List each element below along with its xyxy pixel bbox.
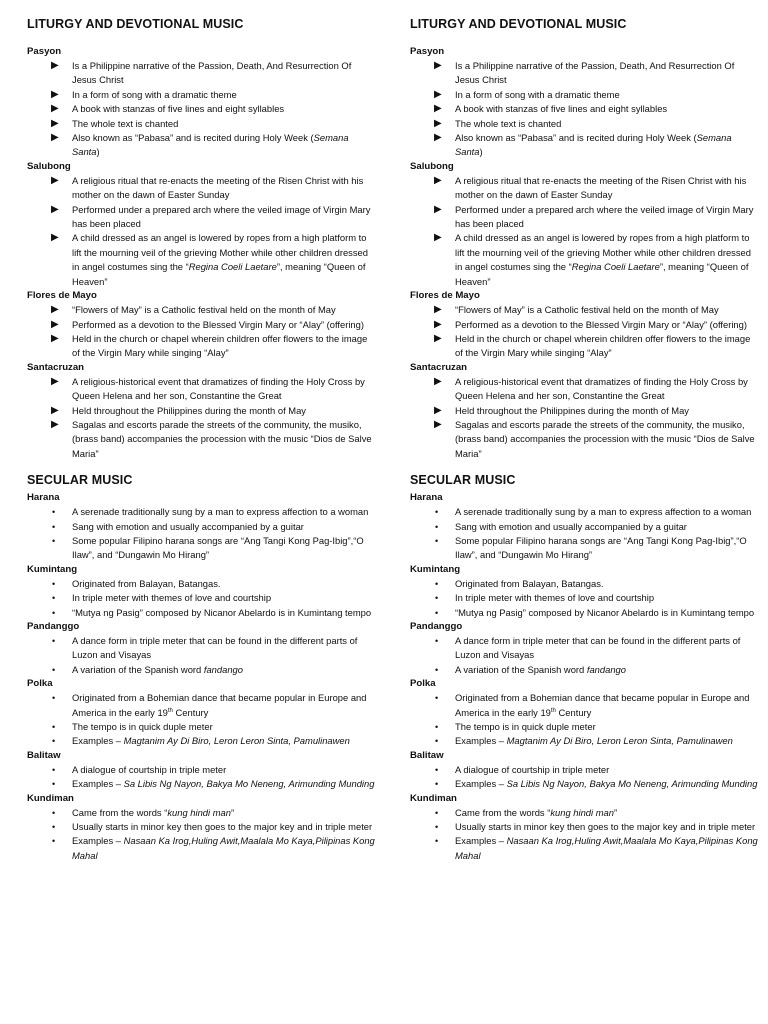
list-item [410, 634, 760, 663]
liturgy-heading: LITURGY AND DEVOTIONAL MUSIC [410, 17, 627, 31]
dot-bullet-icon: • [52, 693, 56, 704]
list-item [410, 174, 760, 203]
list-item [410, 534, 760, 563]
arrow-right-icon: ▶ [51, 103, 59, 115]
item-text: “Mutya ng Pasig” composed by Nicanor Abelardo is in Kumintang tempo [455, 606, 755, 618]
subheading-kundiman: Kundiman [27, 792, 74, 804]
flores-de-mayo-list [410, 303, 760, 361]
list-item [27, 318, 377, 332]
salubong-list [410, 174, 760, 289]
list-item [27, 332, 377, 361]
list-item [27, 720, 377, 734]
subheading-salubong: Salubong [410, 160, 454, 172]
item-text-pre: Originated from a Bohemian dance that became popular in Europe and America in the early 19 [455, 692, 750, 718]
item-text-post: ” [613, 806, 618, 818]
arrow-right-icon: ▶ [434, 174, 442, 186]
item-text-post: ) [96, 146, 100, 158]
dot-bullet-icon: • [435, 807, 439, 818]
list-item [410, 231, 760, 289]
balitaw-list [27, 763, 377, 792]
list-item [410, 577, 760, 591]
item-text-pre: Originated from a Bohemian dance that became popular in Europe and America in the early 19 [72, 692, 367, 718]
dot-bullet-icon: • [52, 807, 56, 818]
item-text: In a form of song with a dramatic theme [455, 88, 620, 100]
item-text: Sang with emotion and usually accompanied by a guitar [455, 520, 687, 532]
list-item [410, 303, 760, 317]
item-text: In a form of song with a dramatic theme [72, 88, 237, 100]
pasyon-list [27, 59, 377, 160]
arrow-right-icon: ▶ [51, 304, 59, 316]
list-item [410, 332, 760, 361]
dot-bullet-icon: • [52, 636, 56, 646]
list-item [27, 663, 377, 677]
item-text: Some popular Filipino harana songs are “Ang Tangi Kong Pag-Ibig”,“O Ilaw”, and “Dungawin Mo Hirang” [72, 534, 364, 561]
pandanggo-list [27, 634, 377, 677]
subheading-kumintang: Kumintang [27, 563, 78, 575]
subheading-kumintang: Kumintang [410, 563, 461, 575]
list-item [27, 375, 377, 404]
item-text: Is a Philippine narrative of the Passion, Death, And Resurrection Of Jesus Christ [455, 60, 735, 86]
item-text-post: ” [230, 806, 235, 818]
list-item [27, 734, 377, 748]
list-item [27, 418, 377, 461]
liturgy-heading: LITURGY AND DEVOTIONAL MUSIC [27, 17, 244, 31]
item-text: A book with stanzas of five lines and eight syllables [72, 103, 285, 115]
dot-bullet-icon: • [435, 764, 439, 775]
arrow-right-icon: ▶ [434, 404, 442, 416]
list-item [410, 691, 760, 720]
dot-bullet-icon: • [52, 779, 56, 790]
list-item [27, 59, 377, 88]
item-text-em: Nasaan Ka Irog,Huling Awit,Maalala Mo Kaya,Pilipinas Kong Mahal [72, 835, 375, 861]
subheading-santacruzan: Santacruzan [410, 361, 468, 373]
arrow-right-icon: ▶ [51, 60, 59, 71]
list-item [410, 834, 760, 863]
item-text-em: Nasaan Ka Irog,Huling Awit,Maalala Mo Kaya,Pilipinas Kong Mahal [455, 835, 758, 861]
item-text: In triple meter with themes of love and courtship [455, 592, 655, 604]
arrow-right-icon: ▶ [51, 404, 59, 416]
santacruzan-list [410, 375, 760, 461]
item-text: Held throughout the Philippines during the month of May [455, 404, 689, 416]
item-text-em: kung hindi man [167, 806, 231, 818]
item-text-em: fandango [203, 663, 243, 675]
dot-bullet-icon: • [52, 764, 56, 775]
list-item [410, 418, 760, 461]
dot-bullet-icon: • [52, 607, 56, 618]
item-text-em: Semana Santa [455, 132, 732, 158]
item-text-pre: Examples – [72, 835, 124, 847]
balitaw-list [410, 763, 760, 792]
item-text: Usually starts in minor key then goes to the major key and in triple meter [72, 821, 373, 833]
item-text: “Flowers of May” is a Catholic festival held on the month of May [72, 304, 336, 316]
subheading-flores-de-mayo: Flores de Mayo [410, 290, 480, 302]
arrow-right-icon: ▶ [434, 203, 442, 215]
subheading-pandanggo: Pandanggo [27, 621, 80, 632]
item-text: Held throughout the Philippines during the month of May [72, 404, 306, 416]
subheading-pasyon: Pasyon [410, 46, 445, 57]
santacruzan-list [27, 375, 377, 461]
arrow-right-icon: ▶ [51, 418, 59, 430]
list-item [410, 404, 760, 418]
item-text-pre: Examples – [72, 735, 124, 747]
dot-bullet-icon: • [52, 822, 56, 833]
dot-bullet-icon: • [52, 578, 56, 589]
dot-bullet-icon: • [52, 836, 56, 847]
dot-bullet-icon: • [435, 664, 439, 675]
dot-bullet-icon: • [435, 736, 439, 747]
pandanggo-list [410, 634, 760, 677]
list-item [410, 505, 760, 519]
arrow-right-icon: ▶ [434, 375, 442, 387]
dot-bullet-icon: • [52, 593, 56, 604]
item-text-sup: th [550, 707, 556, 714]
item-text-sup: th [167, 707, 173, 714]
kundiman-list [27, 806, 377, 864]
arrow-right-icon: ▶ [434, 117, 442, 129]
item-text: In triple meter with themes of love and courtship [72, 592, 272, 604]
dot-bullet-icon: • [435, 722, 439, 733]
item-text: Originated from Balayan, Batangas. [455, 577, 604, 589]
kumintang-list [410, 577, 760, 620]
dot-bullet-icon: • [435, 822, 439, 833]
subheading-balitaw: Balitaw [27, 749, 61, 761]
list-item [27, 231, 377, 289]
list-item [27, 88, 377, 102]
dot-bullet-icon: • [435, 521, 439, 532]
arrow-right-icon: ▶ [434, 132, 442, 144]
dot-bullet-icon: • [52, 507, 56, 518]
subheading-flores-de-mayo: Flores de Mayo [27, 290, 97, 302]
item-text: “Flowers of May” is a Catholic festival held on the month of May [455, 304, 719, 316]
list-item [410, 318, 760, 332]
list-item [410, 375, 760, 404]
item-text: A dance form in triple meter that can be found in the different parts of Luzon and Visayas [72, 635, 358, 661]
subheading-harana: Harana [410, 492, 443, 504]
kundiman-list [410, 806, 760, 864]
item-text-em: Magtanim Ay Di Biro, Leron Leron Sinta, Pamulinawen [123, 735, 350, 747]
list-item [410, 203, 760, 232]
polka-list [27, 691, 377, 749]
item-text: Is a Philippine narrative of the Passion, Death, And Resurrection Of Jesus Christ [72, 60, 352, 86]
item-text-post: ) [479, 146, 483, 158]
polka-list [410, 691, 760, 749]
arrow-right-icon: ▶ [51, 132, 59, 144]
dot-bullet-icon: • [52, 664, 56, 675]
dot-bullet-icon: • [52, 722, 56, 733]
list-item [27, 806, 377, 820]
harana-list [410, 505, 760, 563]
subheading-balitaw: Balitaw [410, 749, 444, 761]
item-text: The whole text is chanted [455, 117, 562, 129]
arrow-right-icon: ▶ [434, 103, 442, 115]
item-text: Sang with emotion and usually accompanied by a guitar [72, 520, 304, 532]
right-column [410, 17, 760, 863]
list-item [27, 520, 377, 534]
arrow-right-icon: ▶ [434, 88, 442, 100]
kumintang-list [27, 577, 377, 620]
list-item [410, 88, 760, 102]
list-item [27, 834, 377, 863]
dot-bullet-icon: • [52, 736, 56, 747]
arrow-right-icon: ▶ [434, 304, 442, 316]
item-text-pre: Also known as “Pabasa” and is recited during Holy Week ( [72, 132, 314, 144]
item-text: A religious-historical event that dramatizes of finding the Holy Cross by Queen Helena and her son, Constantine the Great [72, 375, 365, 402]
item-text: A dance form in triple meter that can be found in the different parts of Luzon and Visayas [455, 635, 741, 661]
item-text-pre: A variation of the Spanish word [72, 663, 204, 675]
dot-bullet-icon: • [435, 593, 439, 604]
list-item [27, 691, 377, 720]
arrow-right-icon: ▶ [51, 174, 59, 186]
list-item [27, 203, 377, 232]
dot-bullet-icon: • [435, 836, 439, 847]
subheading-kundiman: Kundiman [410, 792, 457, 804]
subheading-salubong: Salubong [27, 160, 71, 172]
subheading-pasyon: Pasyon [27, 46, 62, 57]
dot-bullet-icon: • [52, 521, 56, 532]
list-item [27, 102, 377, 116]
item-text: A dialogue of courtship in triple meter [72, 763, 227, 775]
dot-bullet-icon: • [435, 607, 439, 618]
item-text: A religious ritual that re-enacts the meeting of the Risen Christ with his mother on the dawn of Easter Sunday [455, 174, 747, 201]
item-text: Some popular Filipino harana songs are “Ang Tangi Kong Pag-Ibig”,“O Ilaw”, and “Dungawin Mo Hirang” [455, 534, 747, 561]
list-item [410, 131, 760, 160]
item-text-em: Sa Libis Ng Nayon, Bakya Mo Neneng, Arimunding Munding [506, 778, 758, 790]
list-item [27, 591, 377, 605]
list-item [27, 131, 377, 160]
subheading-polka: Polka [410, 678, 436, 690]
item-text: Performed under a prepared arch where the veiled image of Virgin Mary has been placed [455, 203, 754, 230]
dot-bullet-icon: • [435, 779, 439, 790]
item-text-pre: Came from the words “ [455, 806, 551, 818]
arrow-right-icon: ▶ [51, 318, 59, 330]
item-text: Held in the church or chapel wherein children offer flowers to the image of the Virgin Mary while singing “Alay” [455, 332, 751, 359]
item-text: The tempo is in quick duple meter [455, 721, 596, 733]
subheading-pandanggo: Pandanggo [410, 621, 463, 632]
list-item [410, 606, 760, 620]
item-text: Performed under a prepared arch where the veiled image of Virgin Mary has been placed [72, 203, 371, 230]
item-text-pre: A variation of the Spanish word [455, 663, 587, 675]
arrow-right-icon: ▶ [51, 203, 59, 215]
arrow-right-icon: ▶ [434, 318, 442, 330]
arrow-right-icon: ▶ [51, 88, 59, 100]
salubong-list [27, 174, 377, 289]
secular-heading: SECULAR MUSIC [410, 473, 516, 488]
subheading-santacruzan: Santacruzan [27, 361, 85, 373]
arrow-right-icon: ▶ [434, 60, 442, 71]
item-text-em: Magtanim Ay Di Biro, Leron Leron Sinta, Pamulinawen [506, 735, 733, 747]
item-text: Sagalas and escorts parade the streets of the community, the musiko, (brass band) accompanies the procession with the music “Dios de Salve Maria” [72, 418, 372, 459]
item-text: “Mutya ng Pasig” composed by Nicanor Abelardo is in Kumintang tempo [72, 606, 372, 618]
list-item [410, 720, 760, 734]
list-item [410, 777, 760, 791]
item-text-pre: Examples – [72, 778, 124, 790]
item-text-post: Century [172, 706, 209, 718]
item-text-pre: Also known as “Pabasa” and is recited during Holy Week ( [455, 132, 697, 144]
item-text: The tempo is in quick duple meter [72, 721, 213, 733]
item-text: A book with stanzas of five lines and eight syllables [455, 103, 668, 115]
dot-bullet-icon: • [435, 693, 439, 704]
item-text-em: kung hindi man [550, 806, 614, 818]
item-text-em: Regina Coeli Laetare [571, 261, 660, 273]
list-item [27, 777, 377, 791]
list-item [27, 505, 377, 519]
list-item [27, 577, 377, 591]
item-text: Performed as a devotion to the Blessed Virgin Mary or “Alay” (offering) [72, 318, 364, 330]
item-text-post: Century [555, 706, 592, 718]
item-text: A serenade traditionally sung by a man to express affection to a woman [72, 506, 369, 518]
item-text: Sagalas and escorts parade the streets of the community, the musiko, (brass band) accompanies the procession with the music “Dios de Salve Maria” [455, 418, 755, 459]
arrow-right-icon: ▶ [434, 418, 442, 430]
arrow-right-icon: ▶ [51, 232, 59, 244]
item-text-pre: Examples – [455, 735, 507, 747]
dot-bullet-icon: • [52, 535, 56, 546]
item-text: A religious ritual that re-enacts the meeting of the Risen Christ with his mother on the dawn of Easter Sunday [72, 174, 364, 201]
secular-heading: SECULAR MUSIC [27, 473, 133, 488]
list-item [410, 520, 760, 534]
item-text-post: ”, meaning “Queen of Heaven” [455, 261, 749, 287]
item-text: The whole text is chanted [72, 117, 179, 129]
list-item [410, 59, 760, 88]
left-column [27, 17, 377, 863]
list-item [27, 117, 377, 131]
item-text-pre: A child dressed as an angel is lowered by ropes from a high platform to lift the mourning veil of the grieving Mother while other children dressed in angel costumes sing the “ [455, 232, 751, 273]
item-text: Performed as a devotion to the Blessed Virgin Mary or “Alay” (offering) [455, 318, 747, 330]
list-item [410, 117, 760, 131]
item-text-em: Semana Santa [72, 132, 349, 158]
arrow-right-icon: ▶ [434, 332, 442, 344]
subheading-harana: Harana [27, 492, 60, 504]
item-text-em: Regina Coeli Laetare [188, 261, 277, 273]
arrow-right-icon: ▶ [51, 375, 59, 387]
flores-de-mayo-list [27, 303, 377, 361]
list-item [27, 820, 377, 834]
dot-bullet-icon: • [435, 636, 439, 646]
list-item [27, 606, 377, 620]
item-text-pre: Examples – [455, 778, 507, 790]
list-item [410, 102, 760, 116]
arrow-right-icon: ▶ [434, 232, 442, 244]
item-text-pre: Came from the words “ [72, 806, 168, 818]
list-item [410, 763, 760, 777]
harana-list [27, 505, 377, 563]
list-item [410, 734, 760, 748]
list-item [27, 174, 377, 203]
item-text-em: fandango [586, 663, 626, 675]
list-item [410, 663, 760, 677]
subheading-polka: Polka [27, 678, 53, 690]
arrow-right-icon: ▶ [51, 117, 59, 129]
list-item [410, 591, 760, 605]
pasyon-list [410, 59, 760, 160]
item-text: Originated from Balayan, Batangas. [72, 577, 221, 589]
item-text: Held in the church or chapel wherein children offer flowers to the image of the Virgin Mary while singing “Alay” [72, 332, 368, 359]
item-text-em: Sa Libis Ng Nayon, Bakya Mo Neneng, Arimunding Munding [123, 778, 375, 790]
dot-bullet-icon: • [435, 535, 439, 546]
item-text-post: ”, meaning “Queen of Heaven” [72, 261, 366, 287]
list-item [27, 763, 377, 777]
dot-bullet-icon: • [435, 507, 439, 518]
list-item [27, 634, 377, 663]
item-text: A serenade traditionally sung by a man to express affection to a woman [455, 506, 752, 518]
item-text: A dialogue of courtship in triple meter [455, 763, 610, 775]
item-text-pre: A child dressed as an angel is lowered by ropes from a high platform to lift the mourning veil of the grieving Mother while other children dressed in angel costumes sing the “ [72, 232, 368, 273]
item-text-pre: Examples – [455, 835, 507, 847]
list-item [410, 820, 760, 834]
item-text: A religious-historical event that dramatizes of finding the Holy Cross by Queen Helena and her son, Constantine the Great [455, 375, 748, 402]
list-item [27, 303, 377, 317]
list-item [27, 534, 377, 563]
list-item [27, 404, 377, 418]
item-text: Usually starts in minor key then goes to the major key and in triple meter [455, 821, 756, 833]
dot-bullet-icon: • [435, 578, 439, 589]
arrow-right-icon: ▶ [51, 332, 59, 344]
list-item [410, 806, 760, 820]
